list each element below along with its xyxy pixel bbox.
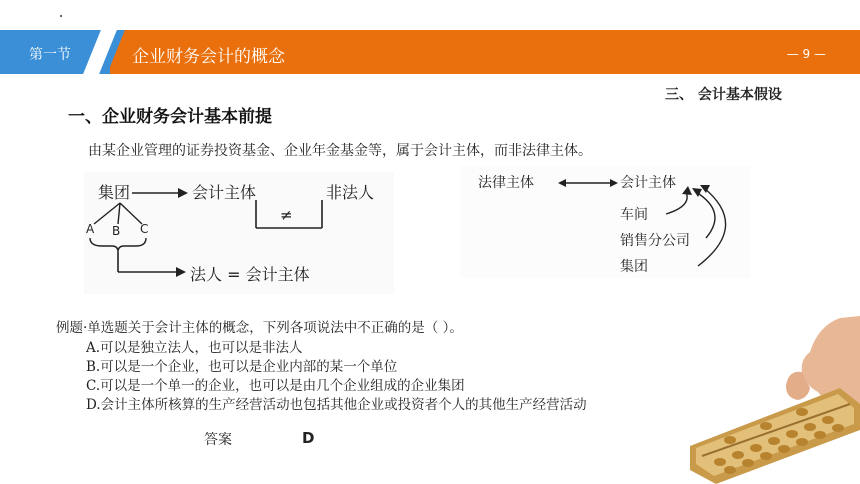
page-number: — 9 — — [786, 47, 826, 61]
diagram-left — [84, 172, 394, 294]
diagram-sub-a: A — [86, 222, 95, 236]
diagram-accounting-entity-label: 会计主体 — [192, 183, 257, 202]
diagram-sub-c: C — [140, 222, 149, 236]
option-b: B.可以是一个企业，也可以是企业内部的某一个单位 — [86, 359, 398, 375]
diagram-group-label: 集团 — [98, 183, 131, 202]
diagram-right-accounting-entity: 会计主体 — [620, 175, 676, 191]
diagram-bottom-label: 法人 = 会计主体 — [190, 265, 310, 284]
diagram-sub-b: B — [112, 224, 121, 238]
page-title: 企业财务会计的概念 — [132, 47, 285, 67]
header-bar — [0, 30, 860, 74]
answer-label: 答案 — [204, 432, 232, 448]
diagram-workshop-label: 车间 — [620, 207, 648, 223]
abacus-illustration — [690, 312, 860, 484]
subheading-right: 三、 会计基本假设 — [665, 87, 782, 103]
option-a: A.可以是独立法人，也可以是非法人 — [86, 340, 303, 356]
answer-value: D — [302, 429, 315, 447]
option-d: D.会计主体所核算的生产经营活动也包括其他企业或投资者个人的其他生产经营活动 — [86, 397, 587, 413]
diagram-non-legal-label: 非法人 — [326, 183, 375, 202]
question-stem: 例题·单选题关于会计主体的概念，下列各项说法中不正确的是（ ）。 — [56, 320, 463, 336]
section-heading: 一、企业财务会计基本前提 — [68, 107, 272, 127]
diagram-not-equal: ≠ — [280, 206, 293, 224]
intro-text: 由某企业管理的证券投资基金、企业年金基金等，属于会计主体，而非法律主体。 — [88, 143, 592, 159]
diagram-sales-branch-label: 销售分公司 — [620, 233, 690, 249]
section-tab-label: 第一节 — [29, 47, 71, 63]
decor-dot — [60, 15, 62, 17]
diagram-right — [460, 166, 750, 278]
diagram-group-label-right: 集团 — [620, 259, 648, 275]
option-c: C.可以是一个单一的企业，也可以是由几个企业组成的企业集团 — [86, 378, 465, 394]
diagram-legal-entity-label: 法律主体 — [478, 175, 534, 191]
